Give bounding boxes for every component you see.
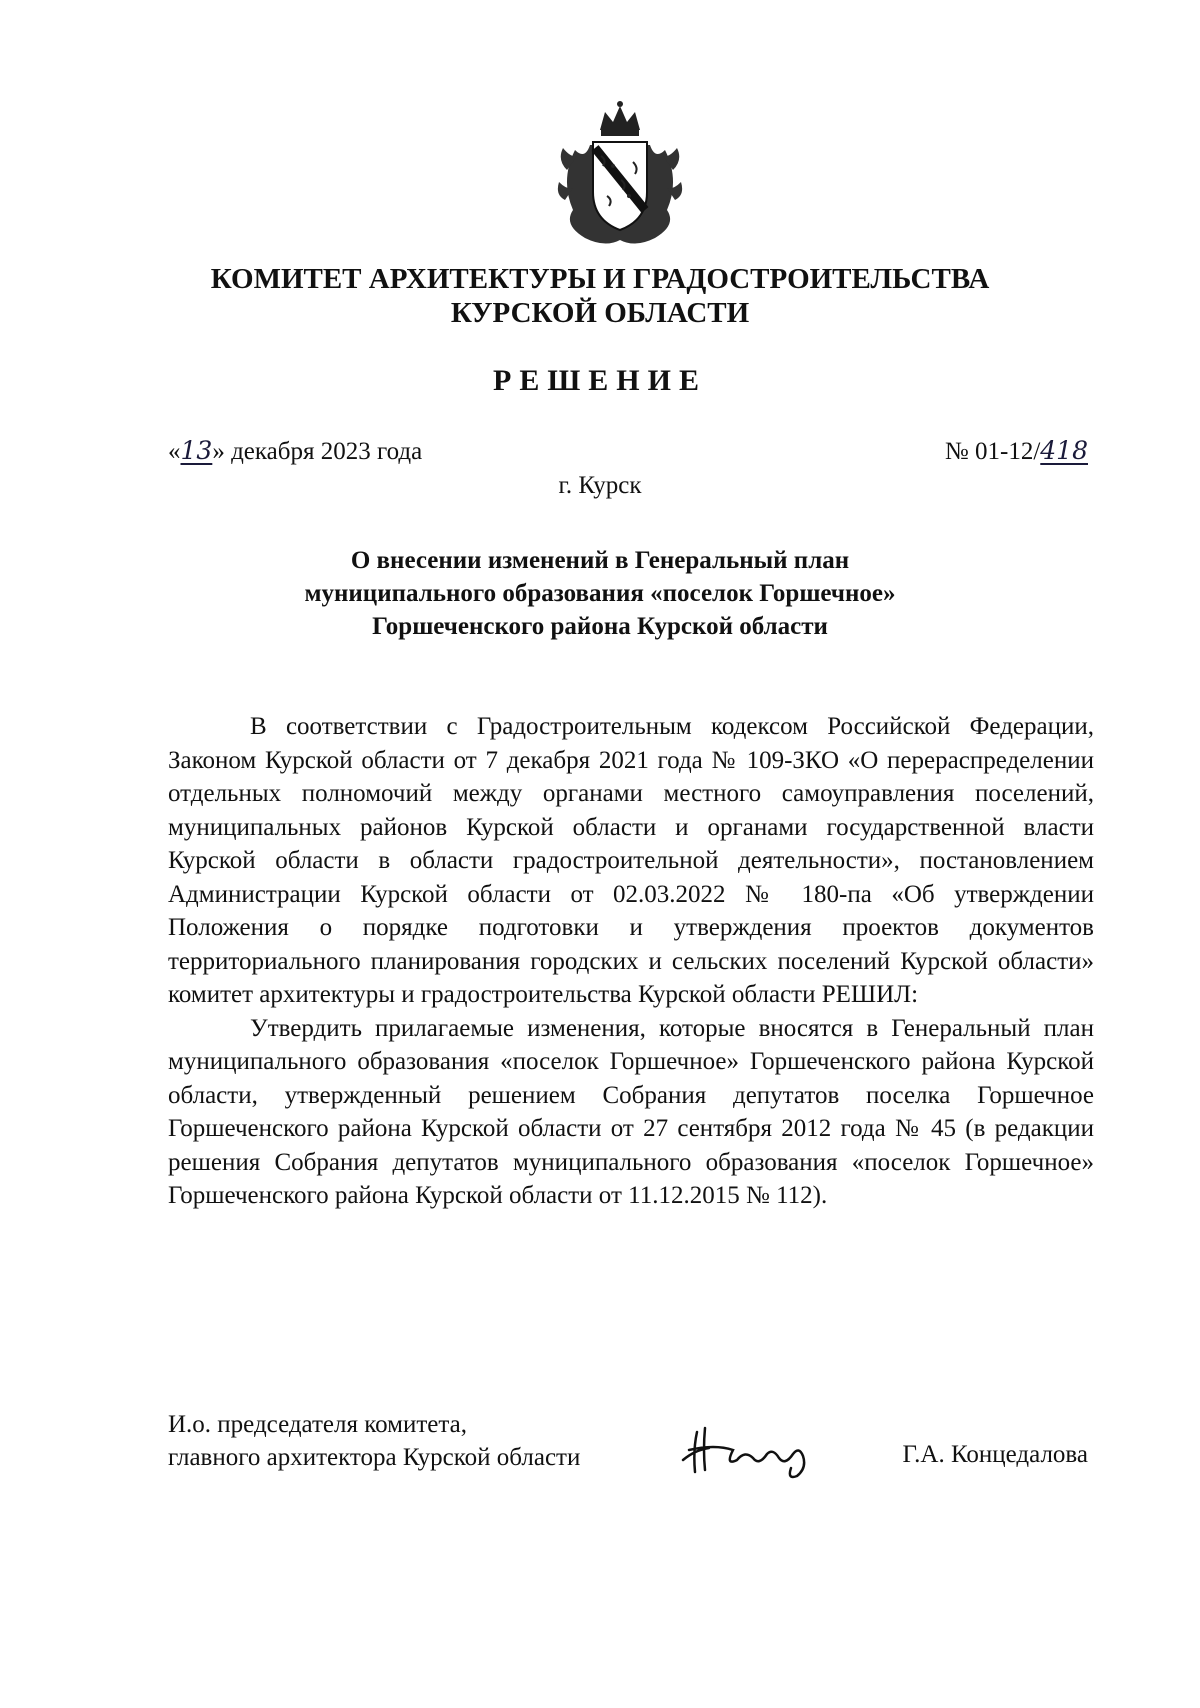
document-subject	[0, 544, 1200, 643]
subject-line-3: Горшеченского района Курской области	[372, 613, 828, 640]
org-line-1: КОМИТЕТ АРХИТЕКТУРЫ И ГРАДОСТРОИТЕЛЬСТВА	[210, 263, 990, 295]
document-body	[168, 710, 1094, 1213]
signer-title-line-2: главного архитектора Курской области	[168, 1444, 581, 1471]
date-day-handwritten: 13	[180, 436, 213, 465]
coat-of-arms-icon	[555, 100, 685, 250]
signer-title	[168, 1408, 580, 1474]
document-city: г. Курск	[558, 472, 642, 499]
org-line-2: КУРСКОЙ ОБЛАСТИ	[450, 297, 750, 329]
handwritten-signature-icon	[675, 1420, 835, 1480]
body-paragraph-1: В соответствии с Градостроительным кодексом Российской Федерации, Законом Курской области от 7 декабря 2021 года № 109-ЗКО «О перераспределении отдельных полномочий между органами местного самоуправления поселений, муниципальных районов Курской области и органами государственной власти Курской области в области градостроительной деятельности», постановлением Администрации Курской области от 02.03.2022 № 180-па «Об утверждении Положения о порядке подготовки и утверждения проектов документов территориального планирования городских и сельских поселений Курской области» комитет архитектуры и градостроительства Курской области РЕШИЛ:	[168, 713, 1094, 1008]
date-open-quote: «	[168, 438, 181, 465]
subject-line-2: муниципального образования «поселок Горшечное»	[304, 580, 896, 607]
document-date	[168, 436, 422, 466]
document-number	[945, 436, 1088, 466]
number-prefix: № 01-12/	[944, 438, 1041, 465]
signer-name: Г.А. Концедалова	[902, 1441, 1088, 1468]
document-type: РЕШЕНИЕ	[493, 364, 707, 397]
number-handwritten: 418	[1040, 436, 1088, 465]
organization-name	[0, 262, 1200, 330]
date-rest: » декабря 2023 года	[212, 438, 423, 465]
signer-title-line-1: И.о. председателя комитета,	[168, 1411, 467, 1438]
body-paragraph-2: Утвердить прилагаемые изменения, которые вносятся в Генеральный план муниципального образования «поселок Горшечное» Горшеченского района Курской области, утвержденный решением Собрания депутатов поселка Горшечное Горшеченского района Курской области от 27 сентября 2012 года № 45 (в редакции решения Собрания депутатов муниципального образования «поселок Горшечное» Горшеченского района Курской области от 11.12.2015 № 112).	[168, 1014, 1094, 1209]
subject-line-1: О внесении изменений в Генеральный план	[350, 547, 850, 574]
